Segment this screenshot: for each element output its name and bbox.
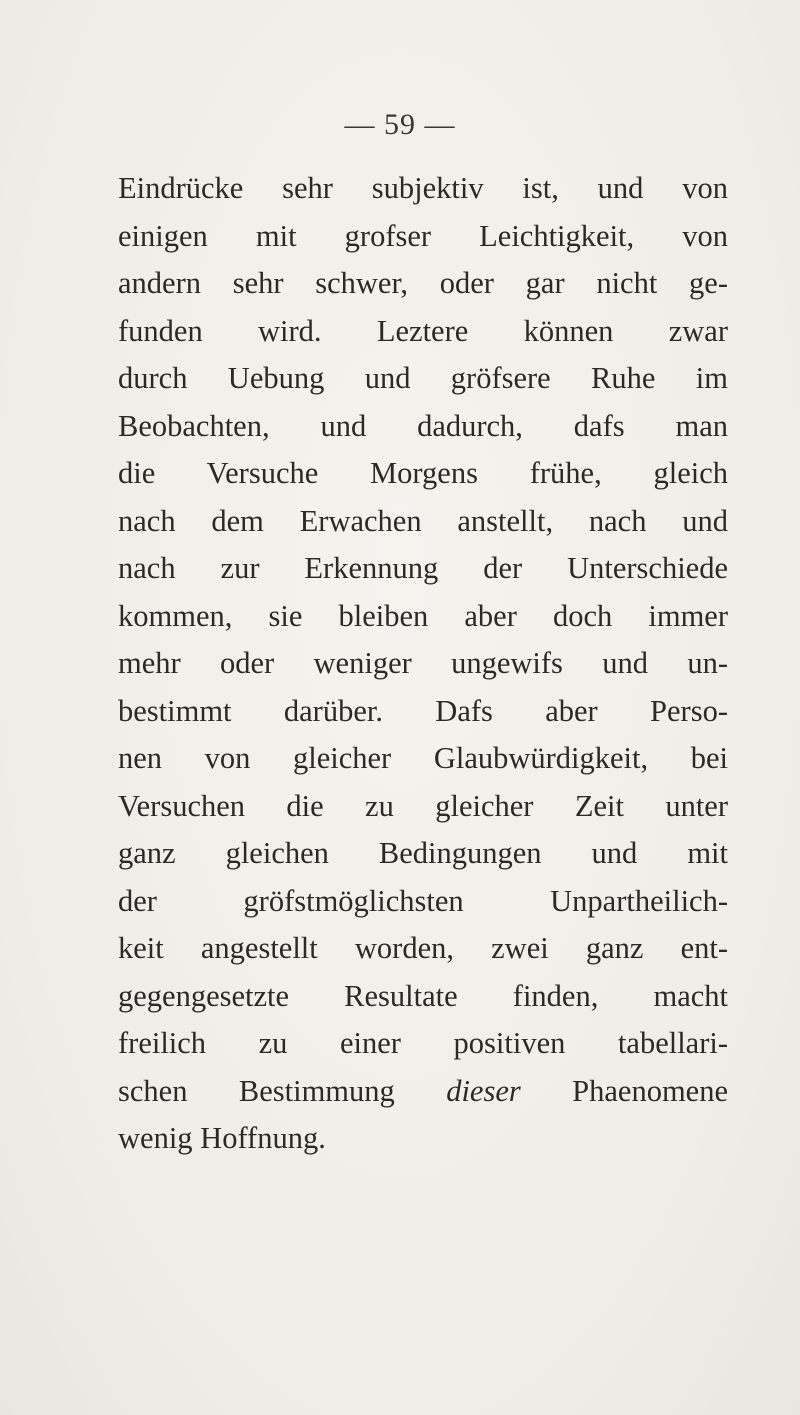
text-line: Eindrücke sehr subjektiv ist, und von [118,171,728,205]
text-line [118,1068,728,1116]
text-line: gegengesetzte Resultate finden, macht [118,978,728,1013]
text-run: schen Bestimmung [118,1073,447,1108]
body-paragraph [118,165,728,1163]
text-line: nach dem Erwachen anstellt, nach und [118,503,728,538]
text-line: die Versuche Morgens frühe, gleich [118,456,728,490]
text-line: einigen mit grofser Leichtigkeit, von [118,218,728,253]
text-line: bestimmt darüber. Dafs aber Perso- [118,693,728,728]
text-line-last: wenig Hoffnung. [118,1121,326,1155]
text-run: Phaenomene [520,1073,728,1108]
text-line: freilich zu einer positiven tabellari- [118,1026,728,1060]
italic-word: dieser [446,1073,521,1108]
text-line: nen von gleicher Glaubwürdigkeit, bei [118,741,728,775]
text-line: durch Uebung und gröfsere Ruhe im [118,361,728,395]
text-line: keit angestellt worden, zwei ganz ent- [118,931,728,965]
text-line: Beobachten, und dadurch, dafs man [118,408,728,443]
text-line: andern sehr schwer, oder gar nicht ge- [118,266,728,300]
page-number: — 59 — [344,108,456,141]
text-line: Versuchen die zu gleicher Zeit unter [118,788,728,823]
text-line: kommen, sie bleiben aber doch immer [118,598,728,633]
text-line: ganz gleichen Bedingungen und mit [118,836,728,870]
text-line: der gröfstmöglichsten Unpartheilich- [118,883,728,918]
text-line: funden wird. Leztere können zwar [118,313,728,348]
text-line: nach zur Erkennung der Unterschiede [118,551,728,585]
text-line: mehr oder weniger ungewifs und un- [118,646,728,680]
